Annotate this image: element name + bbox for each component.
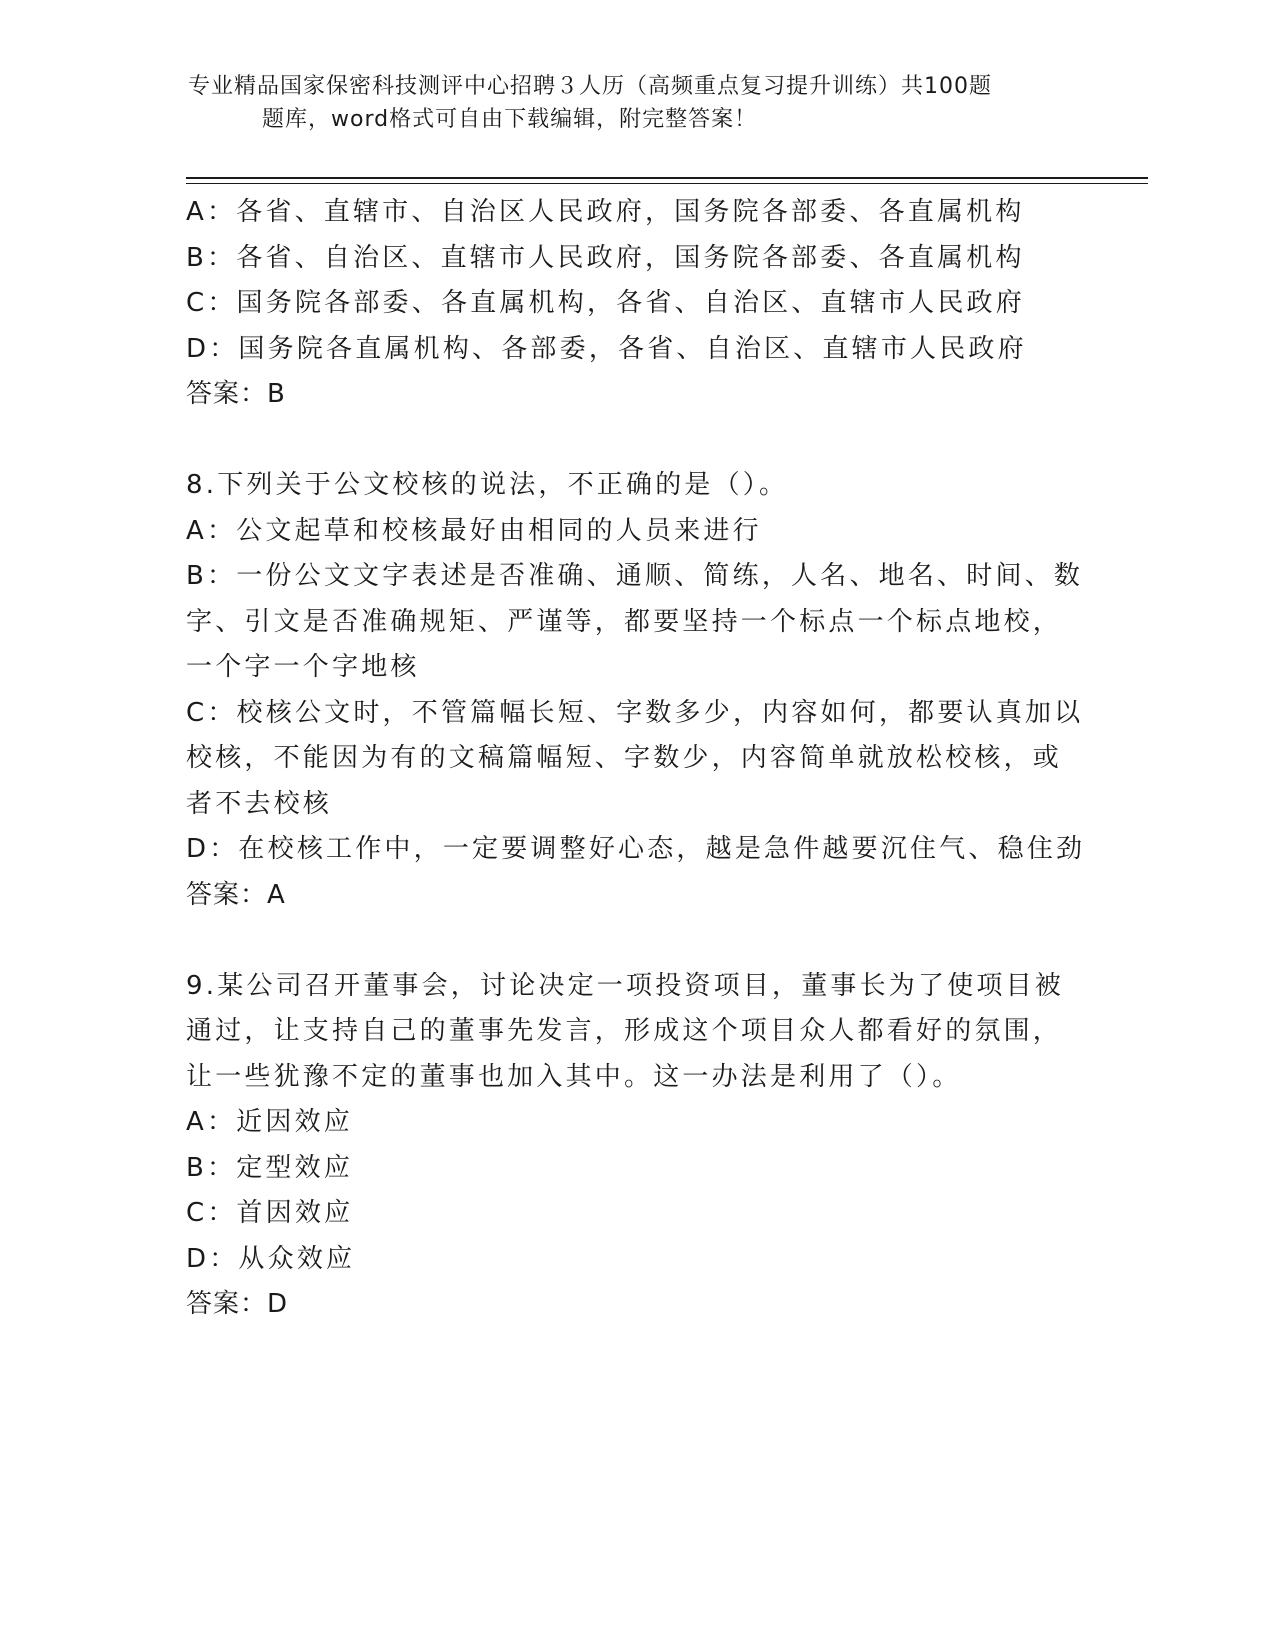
q7-option-d: D：国务院各直属机构、各部委，各省、自治区、直辖市人民政府 — [186, 333, 1027, 364]
spacer — [186, 918, 1086, 964]
q9-option-a: A：近因效应 — [186, 1107, 353, 1137]
q8-option-b-line-3: 一个字一个字地核 — [186, 652, 420, 682]
question-8 — [186, 463, 1086, 918]
q9-option-b: B：定型效应 — [186, 1152, 354, 1183]
spacer — [186, 418, 1086, 464]
q9-option-c: C：首因效应 — [186, 1198, 354, 1228]
question-9 — [186, 964, 1086, 1328]
q7-option-a: A：各省、直辖市、自治区人民政府，国务院各部委、各直属机构 — [186, 197, 1025, 227]
q8-stem: 8.下列关于公文校核的说法，不正确的是（）。 — [186, 470, 789, 500]
header-divider-thick — [186, 177, 1148, 179]
q8-option-d: D：在校核工作中，一定要调整好心态，越是急件越要沉住气、稳住劲 — [186, 834, 1086, 864]
header-title-line-1: 专业精品国家保密科技测评中心招聘３人历（高频重点复习提升训练）共100题 — [188, 74, 992, 99]
q9-answer: 答案：D — [186, 1289, 289, 1319]
q9-stem-line-3: 让一些犹豫不定的董事也加入其中。这一办法是利用了（）。 — [186, 1061, 962, 1092]
q8-option-b-line-2: 字、引文是否准确规矩、严谨等，都要坚持一个标点一个标点地校， — [186, 606, 1063, 637]
q8-answer: 答案：A — [186, 879, 286, 910]
header-divider-thin — [186, 183, 1148, 184]
q8-option-c-line-2: 校核，不能因为有的文稿篇幅短、字数少，内容简单就放松校核，或 — [186, 743, 1063, 773]
q7-option-b: B：各省、自治区、直辖市人民政府，国务院各部委、各直属机构 — [186, 242, 1025, 273]
q8-option-a: A：公文起草和校核最好由相同的人员来进行 — [186, 515, 762, 546]
q9-stem-line-1: 9.某公司召开董事会，讨论决定一项投资项目，董事长为了使项目被 — [186, 970, 1065, 1001]
q9-option-d: D：从众效应 — [186, 1243, 356, 1274]
header-title-line-2: 题库，word格式可自由下载编辑，附完整答案！ — [262, 107, 758, 132]
question-7 — [186, 190, 1086, 418]
question-list — [186, 190, 1086, 1328]
q8-option-c-line-3: 者不去校核 — [186, 788, 333, 819]
q8-option-b-line-1: B：一份公文文字表述是否准确、通顺、简练，人名、地名、时间、数 — [186, 561, 1084, 591]
q9-stem-line-2: 通过，让支持自己的董事先发言，形成这个项目众人都看好的氛围， — [186, 1016, 1063, 1046]
q7-option-c: C：国务院各部委、各直属机构，各省、自治区、直辖市人民政府 — [186, 288, 1025, 318]
q7-answer: 答案：B — [186, 379, 286, 409]
q8-option-c-line-1: C：校核公文时，不管篇幅长短、字数多少，内容如何，都要认真加以 — [186, 697, 1084, 728]
